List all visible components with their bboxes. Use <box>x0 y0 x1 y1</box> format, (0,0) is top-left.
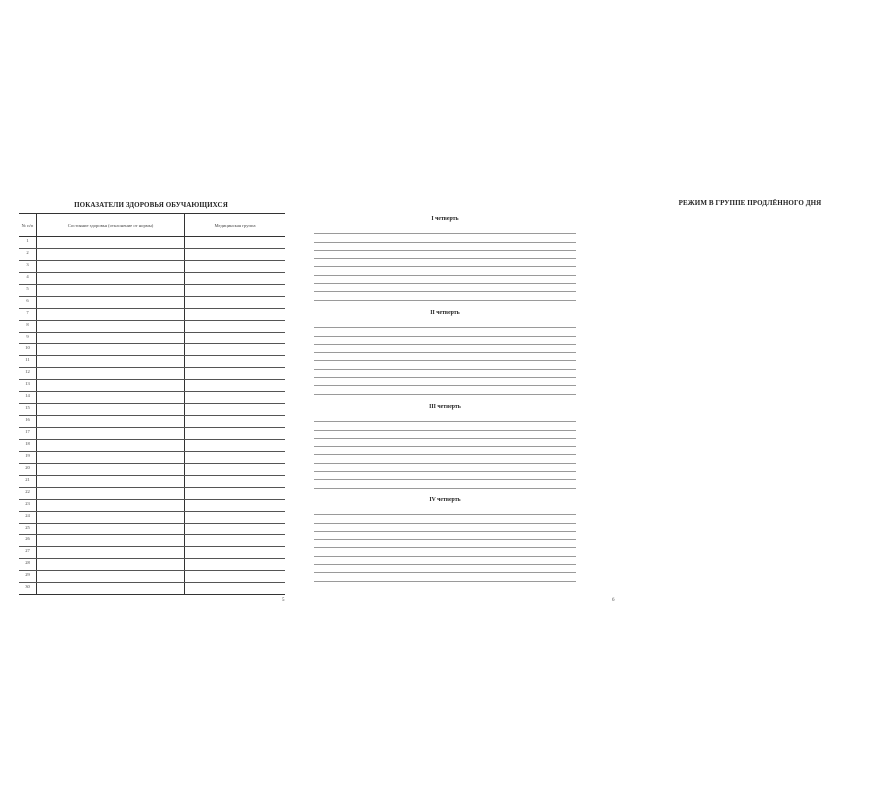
table-row <box>19 416 285 428</box>
row-number: 8 <box>19 320 37 332</box>
writing-lines <box>314 507 576 582</box>
writing-line[interactable] <box>314 267 576 275</box>
writing-line[interactable] <box>314 276 576 284</box>
row-number: 24 <box>19 511 37 523</box>
medical-group-cell[interactable] <box>185 535 286 547</box>
writing-line[interactable] <box>314 532 576 540</box>
row-number: 1 <box>19 237 37 249</box>
table-row <box>19 463 285 475</box>
table-row <box>19 523 285 535</box>
table-row <box>19 284 285 296</box>
row-number: 19 <box>19 451 37 463</box>
table-row <box>19 296 285 308</box>
medical-group-cell[interactable] <box>185 523 286 535</box>
extended-day-title: РЕЖИМ В ГРУППЕ ПРОДЛЁННОГО ДНЯ <box>678 199 822 207</box>
writing-line[interactable] <box>314 328 576 336</box>
table-row <box>19 511 285 523</box>
row-number: 22 <box>19 487 37 499</box>
medical-group-cell[interactable] <box>185 416 286 428</box>
health-state-cell[interactable] <box>37 308 185 320</box>
quarter-title: I четверть <box>431 216 459 222</box>
health-state-cell[interactable] <box>37 487 185 499</box>
row-number: 12 <box>19 368 37 380</box>
writing-line[interactable] <box>314 573 576 581</box>
table-row <box>19 272 285 284</box>
medical-group-cell[interactable] <box>185 451 286 463</box>
health-state-cell[interactable] <box>37 499 185 511</box>
table-row <box>19 475 285 487</box>
row-number: 23 <box>19 499 37 511</box>
health-state-cell[interactable] <box>37 511 185 523</box>
writing-line[interactable] <box>314 524 576 532</box>
table-row <box>19 583 285 595</box>
health-state-cell[interactable] <box>37 428 185 440</box>
health-state-cell[interactable] <box>37 559 185 571</box>
row-number: 28 <box>19 559 37 571</box>
row-number: 29 <box>19 571 37 583</box>
writing-line[interactable] <box>314 284 576 292</box>
health-state-cell[interactable] <box>37 356 185 368</box>
row-number: 7 <box>19 308 37 320</box>
medical-group-cell[interactable] <box>185 404 286 416</box>
medical-group-cell[interactable] <box>185 392 286 404</box>
table-row <box>19 368 285 380</box>
row-number: 27 <box>19 547 37 559</box>
medical-group-cell[interactable] <box>185 428 286 440</box>
row-number: 20 <box>19 463 37 475</box>
writing-line[interactable] <box>314 455 576 463</box>
writing-line[interactable] <box>314 565 576 573</box>
page-number: 6 <box>612 598 615 603</box>
writing-line[interactable] <box>314 422 576 430</box>
table-row <box>19 308 285 320</box>
table-row <box>19 344 285 356</box>
writing-line[interactable] <box>314 464 576 472</box>
row-number: 4 <box>19 272 37 284</box>
writing-line[interactable] <box>314 345 576 353</box>
medical-group-cell[interactable] <box>185 439 286 451</box>
page-number: 5 <box>282 598 285 603</box>
medical-group-cell[interactable] <box>185 260 286 272</box>
row-number: 11 <box>19 356 37 368</box>
health-state-cell[interactable] <box>37 332 185 344</box>
row-number: 21 <box>19 475 37 487</box>
health-state-cell[interactable] <box>37 439 185 451</box>
writing-line[interactable] <box>314 251 576 259</box>
medical-group-cell[interactable] <box>185 237 286 249</box>
medical-group-cell[interactable] <box>185 368 286 380</box>
table-row <box>19 320 285 332</box>
writing-line[interactable] <box>314 361 576 369</box>
health-state-cell[interactable] <box>37 523 185 535</box>
quarter-section <box>314 309 576 395</box>
table-row <box>19 380 285 392</box>
row-number: 18 <box>19 439 37 451</box>
medical-group-cell[interactable] <box>185 571 286 583</box>
left-page <box>0 0 300 800</box>
medical-group-cell[interactable] <box>185 332 286 344</box>
writing-line[interactable] <box>314 414 576 422</box>
row-number: 10 <box>19 344 37 356</box>
quarter-section <box>314 496 576 582</box>
health-state-cell[interactable] <box>37 475 185 487</box>
medical-group-cell[interactable] <box>185 499 286 511</box>
medical-group-cell[interactable] <box>185 487 286 499</box>
table-row <box>19 428 285 440</box>
writing-lines <box>314 226 576 301</box>
table-row <box>19 248 285 260</box>
writing-line[interactable] <box>314 226 576 234</box>
quarter-section <box>314 215 576 301</box>
health-state-cell[interactable] <box>37 583 185 595</box>
table-row <box>19 439 285 451</box>
writing-lines <box>314 320 576 395</box>
health-state-cell[interactable] <box>37 416 185 428</box>
writing-line[interactable] <box>314 337 576 345</box>
writing-line[interactable] <box>314 259 576 267</box>
health-state-cell[interactable] <box>37 463 185 475</box>
table-row <box>19 356 285 368</box>
row-number: 17 <box>19 428 37 440</box>
medical-group-cell[interactable] <box>185 320 286 332</box>
table-row <box>19 237 285 249</box>
medical-group-cell[interactable] <box>185 356 286 368</box>
health-indicators-title: ПОКАЗАТЕЛИ ЗДОРОВЬЯ ОБУЧАЮЩИХСЯ <box>74 201 228 209</box>
writing-lines <box>314 414 576 489</box>
writing-line[interactable] <box>314 243 576 251</box>
table-row <box>19 559 285 571</box>
health-state-cell[interactable] <box>37 260 185 272</box>
row-number: 2 <box>19 248 37 260</box>
health-state-cell[interactable] <box>37 571 185 583</box>
table-row <box>19 404 285 416</box>
row-number: 14 <box>19 392 37 404</box>
writing-line[interactable] <box>314 439 576 447</box>
health-state-cell[interactable] <box>37 451 185 463</box>
writing-line[interactable] <box>314 447 576 455</box>
table-row <box>19 487 285 499</box>
quarter-title: IV четверть <box>429 497 461 503</box>
writing-line[interactable] <box>314 472 576 480</box>
health-state-cell[interactable] <box>37 284 185 296</box>
table-row <box>19 535 285 547</box>
quarter-title: III четверть <box>429 404 461 410</box>
medical-group-cell[interactable] <box>185 463 286 475</box>
writing-line[interactable] <box>314 431 576 439</box>
column-header-health-state: Состояние здоровья (отклонение от нормы) <box>37 214 185 237</box>
row-number: 16 <box>19 416 37 428</box>
health-indicators-table <box>19 213 285 595</box>
row-number: 13 <box>19 380 37 392</box>
health-state-cell[interactable] <box>37 547 185 559</box>
quarter-title: II четверть <box>430 310 460 316</box>
right-page <box>300 0 822 800</box>
writing-line[interactable] <box>314 370 576 378</box>
column-header-medical-group: Медицинская группа <box>185 214 286 237</box>
writing-line[interactable] <box>314 353 576 361</box>
medical-group-cell[interactable] <box>185 308 286 320</box>
row-number: 30 <box>19 583 37 595</box>
writing-line[interactable] <box>314 507 576 515</box>
writing-line[interactable] <box>314 378 576 386</box>
row-number: 3 <box>19 260 37 272</box>
medical-group-cell[interactable] <box>185 272 286 284</box>
row-number: 9 <box>19 332 37 344</box>
writing-line[interactable] <box>314 540 576 548</box>
medical-group-cell[interactable] <box>185 583 286 595</box>
row-number: 5 <box>19 284 37 296</box>
health-state-cell[interactable] <box>37 392 185 404</box>
column-header-number: № п/п <box>19 214 37 237</box>
medical-group-cell[interactable] <box>185 475 286 487</box>
medical-group-cell[interactable] <box>185 296 286 308</box>
health-state-cell[interactable] <box>37 320 185 332</box>
table-row <box>19 547 285 559</box>
medical-group-cell[interactable] <box>185 380 286 392</box>
row-number: 25 <box>19 523 37 535</box>
writing-line[interactable] <box>314 548 576 556</box>
medical-group-cell[interactable] <box>185 511 286 523</box>
health-state-cell[interactable] <box>37 296 185 308</box>
medical-group-cell[interactable] <box>185 284 286 296</box>
table-header-row <box>19 214 285 237</box>
health-state-cell[interactable] <box>37 344 185 356</box>
writing-line[interactable] <box>314 557 576 565</box>
writing-line[interactable] <box>314 320 576 328</box>
table-row <box>19 332 285 344</box>
health-state-cell[interactable] <box>37 380 185 392</box>
table-row <box>19 392 285 404</box>
writing-line[interactable] <box>314 292 576 300</box>
medical-group-cell[interactable] <box>185 547 286 559</box>
writing-line[interactable] <box>314 234 576 242</box>
writing-line[interactable] <box>314 515 576 523</box>
writing-line[interactable] <box>314 386 576 394</box>
health-state-cell[interactable] <box>37 272 185 284</box>
row-number: 6 <box>19 296 37 308</box>
health-state-cell[interactable] <box>37 237 185 249</box>
health-state-cell[interactable] <box>37 368 185 380</box>
writing-line[interactable] <box>314 480 576 488</box>
row-number: 15 <box>19 404 37 416</box>
health-state-cell[interactable] <box>37 535 185 547</box>
quarter-section <box>314 403 576 489</box>
health-state-cell[interactable] <box>37 404 185 416</box>
table-row <box>19 451 285 463</box>
table-row <box>19 571 285 583</box>
medical-group-cell[interactable] <box>185 248 286 260</box>
table-row <box>19 499 285 511</box>
table-row <box>19 260 285 272</box>
medical-group-cell[interactable] <box>185 559 286 571</box>
medical-group-cell[interactable] <box>185 344 286 356</box>
health-state-cell[interactable] <box>37 248 185 260</box>
row-number: 26 <box>19 535 37 547</box>
